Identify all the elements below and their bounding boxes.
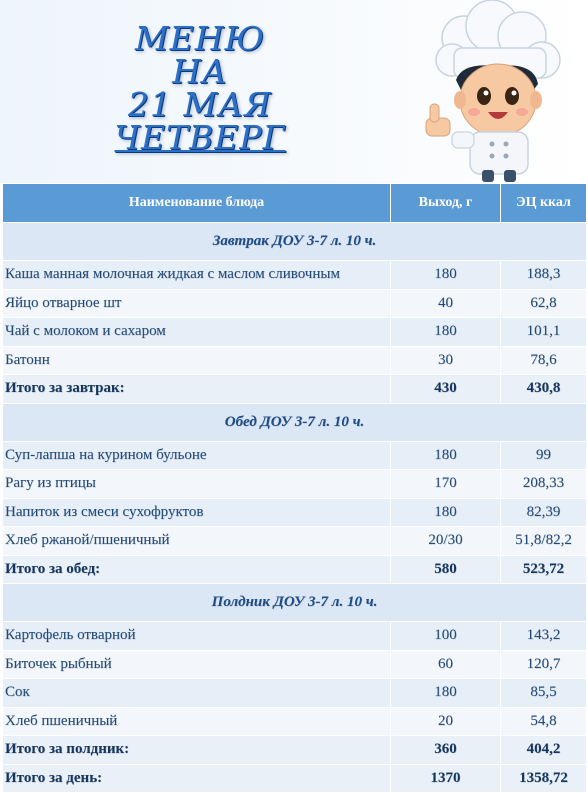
table-row (3, 498, 587, 527)
dish-kcal: 54,8 (501, 707, 587, 736)
dish-kcal: 120,7 (501, 650, 587, 679)
menu-title (95, 19, 305, 157)
table-row (3, 650, 587, 679)
dish-weight: 20 (391, 707, 501, 736)
dish-weight: 100 (391, 622, 501, 651)
dish-name: Яйцо отварное шт (3, 289, 391, 318)
dish-name: Суп-лапша на курином бульоне (3, 441, 391, 470)
total-kcal: 1358,72 (501, 764, 587, 793)
dish-weight: 180 (391, 261, 501, 290)
dish-name: Хлеб ржаной/пшеничный (3, 527, 391, 556)
section-title: Полдник ДОУ 3-7 л. 10 ч. (3, 584, 587, 622)
section-breakfast (3, 223, 587, 261)
dish-weight: 180 (391, 441, 501, 470)
section-title: Обед ДОУ 3-7 л. 10 ч. (3, 403, 587, 441)
title-line-date: 21 МАЯ (128, 85, 272, 124)
table-row (3, 441, 587, 470)
total-kcal: 430,8 (501, 375, 587, 404)
table-row (3, 346, 587, 375)
total-row-day (3, 764, 587, 793)
total-label: Итого за день: (3, 764, 391, 793)
dish-name: Каша манная молочная жидкая с маслом сливочным (3, 261, 391, 290)
dish-kcal: 82,39 (501, 498, 587, 527)
dish-weight: 30 (391, 346, 501, 375)
total-weight: 430 (391, 375, 501, 404)
total-row-snack (3, 736, 587, 765)
total-row-breakfast (3, 375, 587, 404)
total-row-lunch (3, 555, 587, 584)
header-kcal: ЭЦ ккал (501, 184, 587, 223)
dish-kcal: 188,3 (501, 261, 587, 290)
dish-weight: 40 (391, 289, 501, 318)
dish-weight: 180 (391, 498, 501, 527)
dish-name: Биточек рыбный (3, 650, 391, 679)
total-weight: 1370 (391, 764, 501, 793)
dish-kcal: 78,6 (501, 346, 587, 375)
total-weight: 360 (391, 736, 501, 765)
dish-kcal: 99 (501, 441, 587, 470)
table-row (3, 318, 587, 347)
dish-kcal: 101,1 (501, 318, 587, 347)
table-row (3, 622, 587, 651)
header-weight: Выход, г (391, 184, 501, 223)
menu-header (0, 0, 588, 183)
table-row (3, 707, 587, 736)
dish-weight: 180 (391, 318, 501, 347)
dish-name: Батонн (3, 346, 391, 375)
dish-name: Сок (3, 679, 391, 708)
table-row (3, 470, 587, 499)
table-row (3, 261, 587, 290)
section-title: Завтрак ДОУ 3-7 л. 10 ч. (3, 223, 587, 261)
title-line-na: НА (172, 52, 228, 91)
dish-weight: 180 (391, 679, 501, 708)
title-line-menu: МЕНЮ (134, 19, 266, 58)
table-row (3, 527, 587, 556)
total-label: Итого за обед: (3, 555, 391, 584)
dish-name: Хлеб пшеничный (3, 707, 391, 736)
total-label: Итого за завтрак: (3, 375, 391, 404)
dish-kcal: 51,8/82,2 (501, 527, 587, 556)
dish-kcal: 62,8 (501, 289, 587, 318)
table-row (3, 679, 587, 708)
dish-kcal: 208,33 (501, 470, 587, 499)
dish-name: Картофель отварной (3, 622, 391, 651)
menu-table (2, 183, 587, 793)
total-kcal: 404,2 (501, 736, 587, 765)
dish-name: Напиток из смеси сухофруктов (3, 498, 391, 527)
dish-weight: 60 (391, 650, 501, 679)
total-weight: 580 (391, 555, 501, 584)
dish-weight: 170 (391, 470, 501, 499)
title-line-weekday: ЧЕТВЕРГ (114, 118, 286, 157)
dish-name: Рагу из птицы (3, 470, 391, 499)
total-label: Итого за полдник: (3, 736, 391, 765)
dish-weight: 20/30 (391, 527, 501, 556)
table-row (3, 289, 587, 318)
dish-kcal: 143,2 (501, 622, 587, 651)
chef-cartoon-icon (412, 0, 572, 183)
total-kcal: 523,72 (501, 555, 587, 584)
section-lunch (3, 403, 587, 441)
section-snack (3, 584, 587, 622)
table-header-row (3, 184, 587, 223)
dish-kcal: 85,5 (501, 679, 587, 708)
dish-name: Чай с молоком и сахаром (3, 318, 391, 347)
header-dish-name: Наименование блюда (3, 184, 391, 223)
